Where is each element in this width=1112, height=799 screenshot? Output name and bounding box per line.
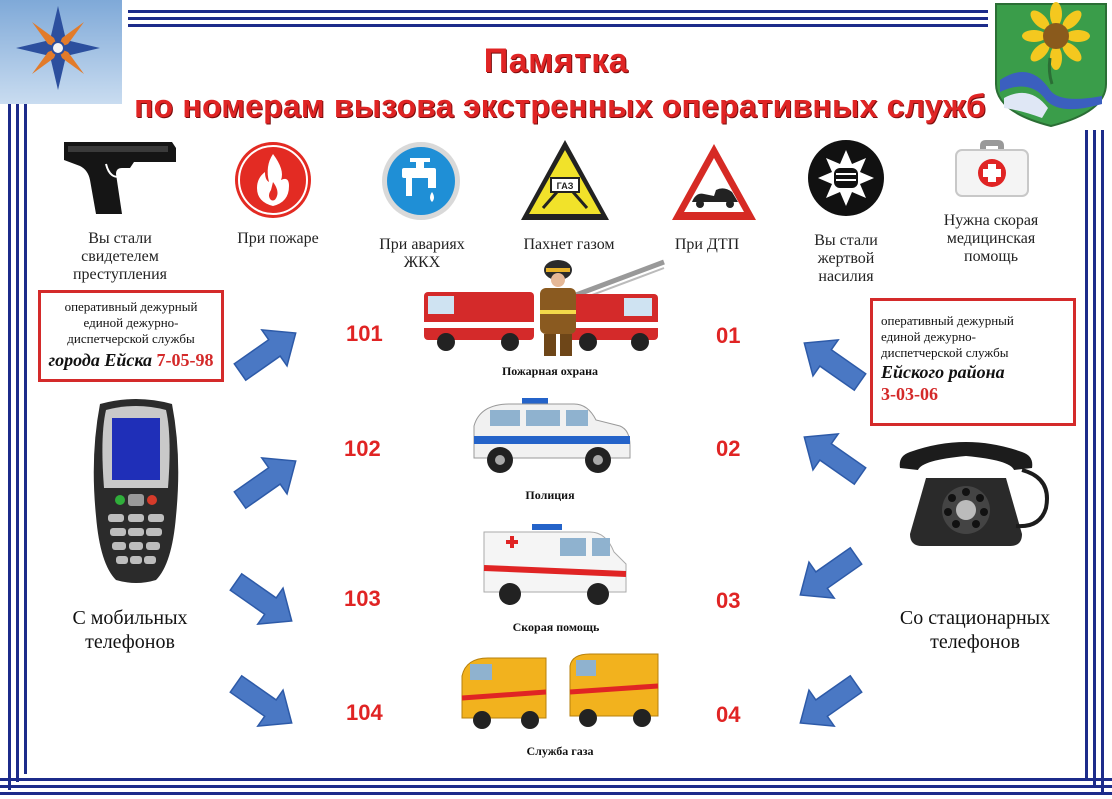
district-dispatch-place: Ейского района (881, 362, 1005, 382)
arrow-landline-to-02-icon (792, 419, 873, 494)
svg-text:ГАЗ: ГАЗ (556, 181, 574, 191)
mobile-number-gas: 104 (346, 700, 383, 725)
city-dispatch-place: города Ейска (48, 350, 153, 370)
situation-label-accident: При ДТП (674, 236, 740, 253)
arrow-mobile-to-103-icon (223, 564, 304, 639)
gas-service-vans-icon (458, 646, 666, 738)
landline-number-gas: 04 (716, 702, 741, 727)
arrow-landline-to-04-icon (788, 666, 869, 741)
mobile-caption: С мобильных телефонов (72, 607, 188, 653)
situation-label-fire: При пожаре (237, 230, 319, 247)
police-car-icon (470, 396, 634, 480)
landline-number-police: 02 (716, 436, 741, 461)
district-dispatch-phone: 3-03-06 (881, 384, 938, 404)
district-dispatch-line3: диспетчерской службы (881, 345, 1009, 360)
arrow-landline-to-01-icon (792, 325, 873, 400)
mobile-number-ambulance: 103 (344, 586, 381, 611)
mobile-number-fire: 101 (346, 321, 383, 346)
situation-label-medical: Нужна скорая медицинская помощь (943, 212, 1039, 265)
arrow-mobile-to-104-icon (223, 666, 304, 741)
situation-label-gas: Пахнет газом (523, 236, 615, 253)
arrow-mobile-to-101-icon (227, 315, 308, 390)
service-name-ambulance: Скорая помощь (512, 620, 600, 634)
mobile-number-police: 102 (344, 436, 381, 461)
arrow-mobile-to-102-icon (227, 443, 308, 518)
landline-caption: Со стационарных телефонов (899, 607, 1051, 653)
district-dispatch-line1: оперативный дежурный (881, 313, 1014, 328)
service-name-gas: Служба газа (526, 744, 594, 758)
landline-number-ambulance: 03 (716, 588, 741, 613)
situation-label-utility: При авариях ЖКХ (379, 236, 465, 271)
city-dispatch-phone: 7-05-98 (156, 350, 214, 370)
service-name-police: Полиция (525, 488, 575, 502)
page-subtitle: по номерам вызова экстренных оперативных служб (134, 88, 986, 124)
landline-number-fire: 01 (716, 323, 741, 348)
district-dispatch-line2: единой дежурно- (881, 329, 976, 344)
ambulance-icon (480, 522, 630, 612)
fire-truck-icon (418, 258, 668, 358)
situation-label-crime: Вы стали свидетелем преступления (72, 230, 168, 283)
city-dispatch-line3: диспетчерской службы (67, 331, 195, 346)
situation-label-violence: Вы стали жертвой насилия (814, 232, 878, 285)
city-dispatch-line1: оперативный дежурный (64, 299, 198, 314)
service-name-fire: Пожарная охрана (501, 364, 599, 378)
arrow-landline-to-03-icon (788, 538, 869, 613)
page-title: Памятка (483, 42, 629, 80)
city-dispatch-line2: единой дежурно- (83, 315, 179, 330)
